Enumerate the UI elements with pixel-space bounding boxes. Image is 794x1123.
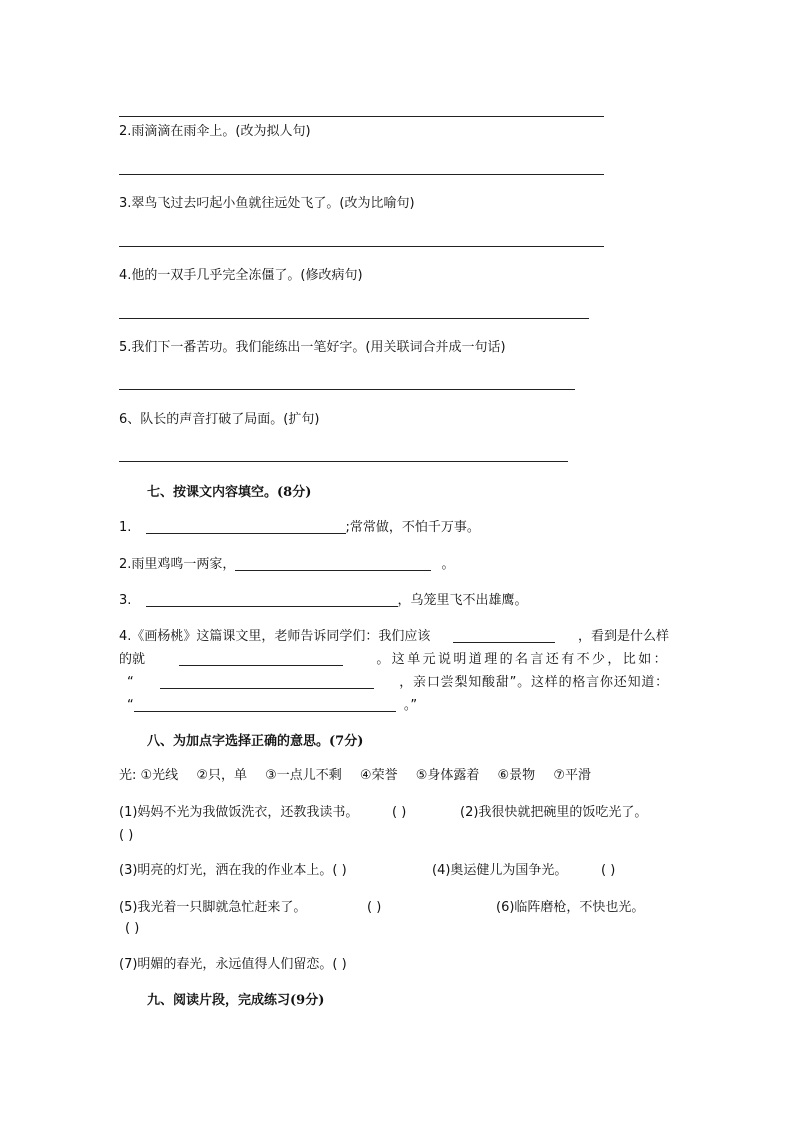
s8-item-6: (6)临阵磨枪，不快也光。 [496, 900, 645, 915]
question-5: 5.我们下一番苦功。我们能练出一笔好字。(用关联词合并成一句话) [119, 340, 506, 355]
question-2: 2.雨滴滴在雨伞上。(改为拟人句) [119, 124, 311, 139]
meaning-option: ②只，单 [196, 768, 247, 783]
s7-q1-tail: ;常常做，不怕千万事。 [345, 520, 480, 535]
s7-q4-line3 [119, 674, 669, 692]
s7-q4-line2-tail: 。这单元说明道理的名言还有不少，比如： [376, 652, 669, 667]
s8-item-2: (2)我很快就把碗里的饭吃光了。 [460, 805, 648, 820]
s7-q4-line4 [127, 697, 417, 715]
s7-q4-line2 [119, 651, 669, 669]
meaning-option: ③一点儿不剩 [265, 768, 342, 783]
s7-q2-head: 2.雨里鸡鸣一两家， [119, 557, 236, 572]
answer-line [119, 246, 604, 247]
answer-line [119, 461, 568, 462]
s7-q4-line4-head: “ [127, 698, 134, 713]
fill-blank[interactable] [235, 556, 431, 571]
s7-q4-line1 [119, 628, 669, 646]
s7-q4-line3-head: “ [127, 675, 134, 690]
meaning-option: ⑥景物 [497, 768, 536, 783]
meanings-list [119, 767, 591, 785]
fill-blank[interactable] [134, 697, 396, 712]
meaning-option: ④荣誉 [359, 768, 398, 783]
answer-paren[interactable]: ( ) [392, 805, 407, 820]
fill-blank[interactable] [146, 519, 346, 534]
answer-line [119, 318, 589, 319]
answer-paren[interactable]: ( ) [125, 921, 140, 936]
s7-question-1 [119, 519, 480, 537]
section-8-title: 八、为加点字选择正确的意思。(7分) [147, 734, 364, 749]
s7-q4-line1-head: 4.《画杨桃》这篇课文里，老师告诉同学们：我们应该 [119, 629, 431, 644]
s8-item-7: (7)明媚的春光，永远值得人们留恋。( ) [119, 957, 347, 972]
answer-line [119, 174, 604, 175]
s8-item-4: (4)奥运健儿为国争光。 [432, 863, 568, 878]
s8-item-5: (5)我光着一只脚就急忙赶来了。 [119, 900, 307, 915]
s7-q4-line1-tail: ，看到是什么样 [577, 629, 669, 644]
s7-q3-tail: ，乌笼里飞不出雄鹰。 [397, 593, 528, 608]
section-7-title: 七、按课文内容填空。(8分) [147, 485, 312, 500]
s7-q2-tail: 。 [441, 557, 455, 572]
question-3: 3.翠鸟飞过去叼起小鱼就往远处飞了。(改为比喻句) [119, 196, 415, 211]
answer-line [119, 389, 575, 390]
s8-item-3: (3)明亮的灯光，洒在我的作业本上。( ) [119, 863, 347, 878]
s8-item-1: (1)妈妈不光为我做饭洗衣，还教我读书。 [119, 805, 359, 820]
s7-q4-line4-tail: 。” [403, 698, 418, 713]
fill-blank[interactable] [146, 592, 398, 607]
answer-line [119, 116, 604, 117]
answer-paren[interactable]: ( ) [119, 828, 134, 843]
meanings-label: 光: [119, 768, 137, 783]
fill-blank[interactable] [453, 628, 555, 643]
question-4: 4.他的一双手几乎完全冻僵了。(修改病句) [119, 268, 363, 283]
answer-paren[interactable]: ( ) [367, 900, 382, 915]
question-6: 6、队长的声音打破了局面。(扩句) [119, 412, 320, 427]
meaning-option: ①光线 [140, 768, 179, 783]
s7-q3-number: 3. [119, 593, 132, 608]
s7-question-2 [119, 556, 455, 574]
s7-question-3 [119, 592, 528, 610]
s7-q4-line3-tail: ，亲口尝梨知酸甜”。这样的格言你还知道： [399, 675, 669, 690]
s7-q1-number: 1. [119, 520, 132, 535]
fill-blank[interactable] [179, 651, 343, 666]
answer-paren[interactable]: ( ) [601, 863, 616, 878]
s7-q4-line2-head: 的就 [119, 652, 146, 667]
meaning-option: ⑦平滑 [553, 768, 591, 783]
fill-blank[interactable] [160, 674, 374, 689]
meaning-option: ⑤身体露着 [415, 768, 480, 783]
section-9-title: 九、阅读片段，完成练习(9分) [147, 993, 325, 1008]
